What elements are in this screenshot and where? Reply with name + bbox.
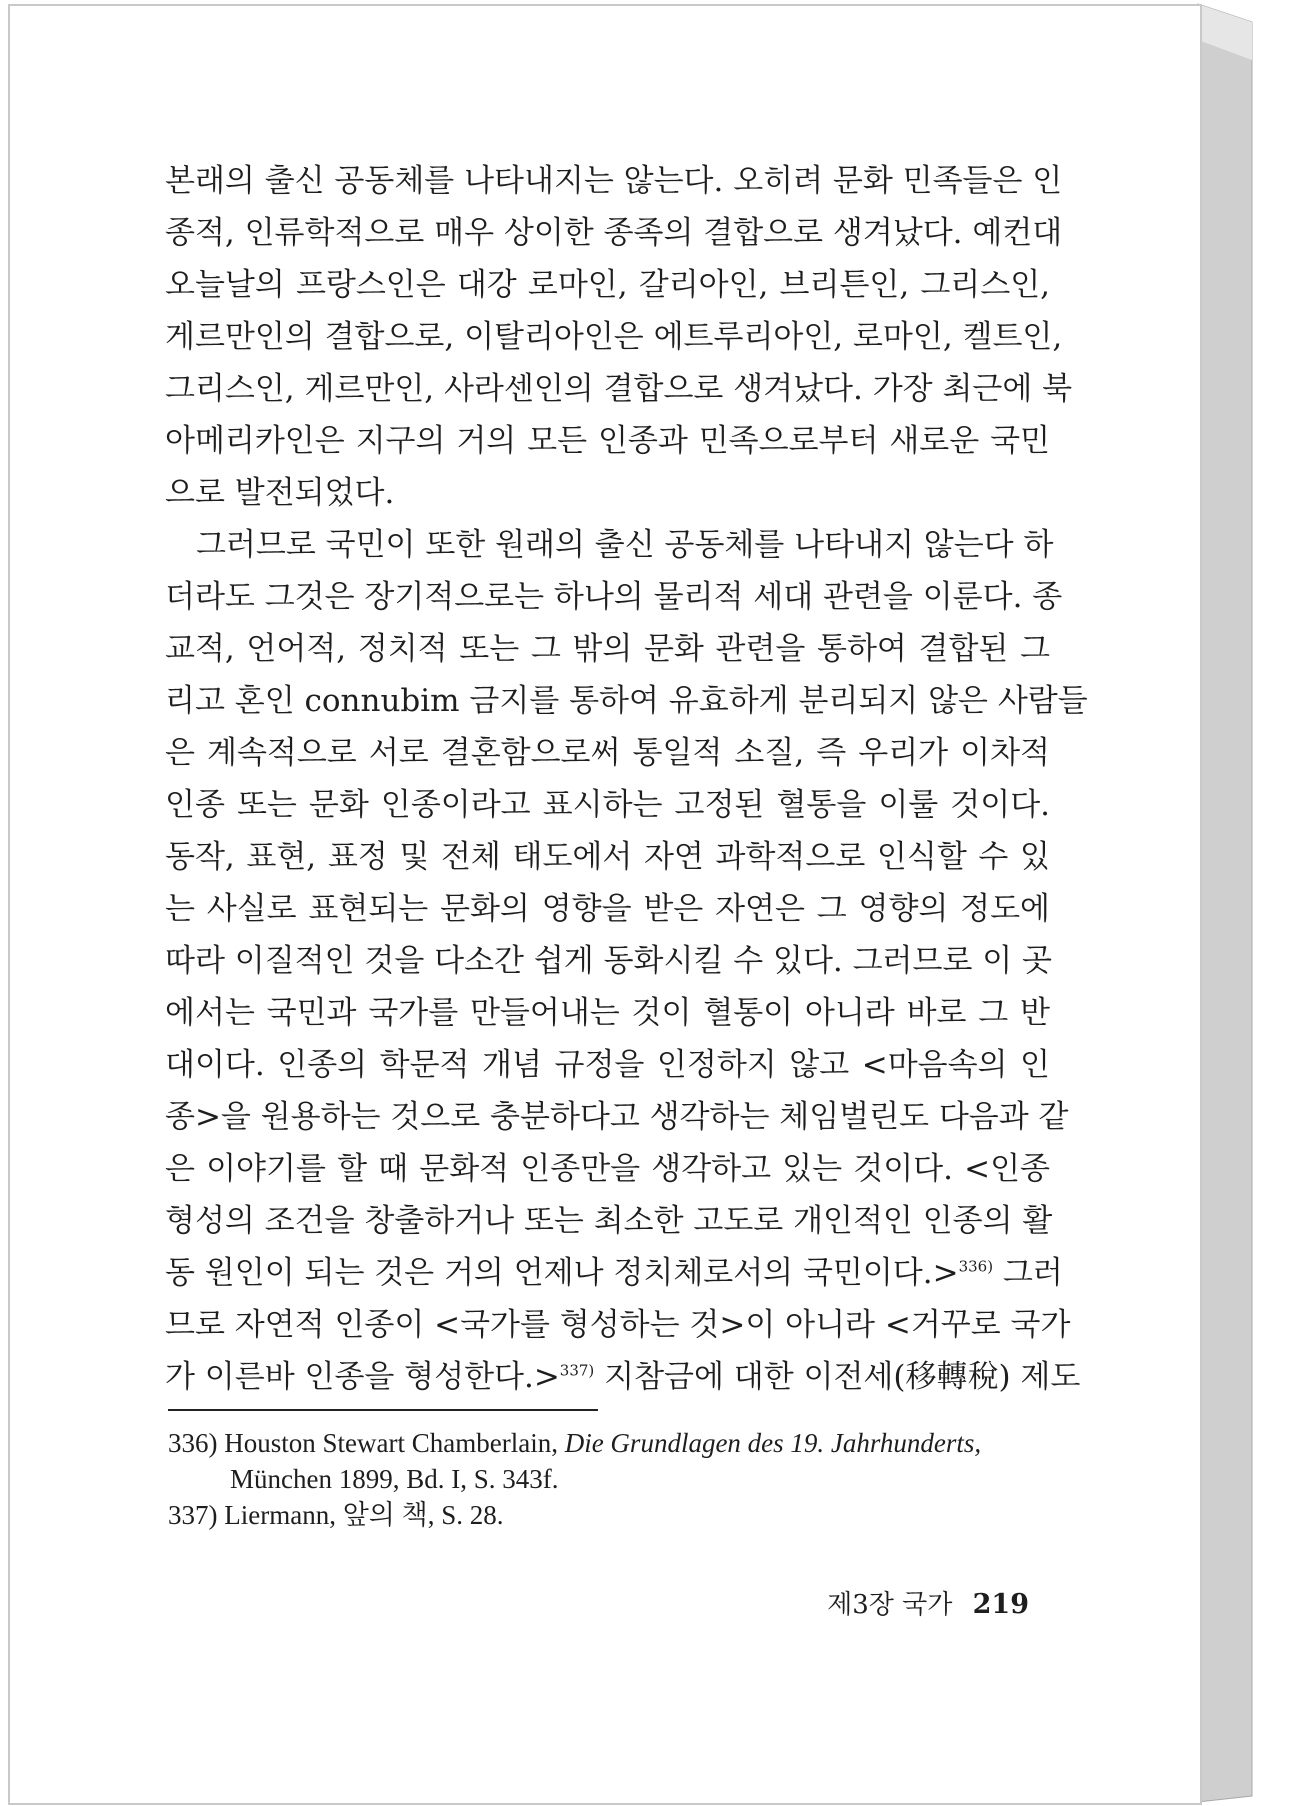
text-line: 그러므로 국민이 또한 원래의 출신 공동체를 나타내지 않는다 하 <box>196 527 1054 563</box>
footnote-336 <box>168 1425 1068 1461</box>
text-segment: 그러 <box>1002 1255 1063 1291</box>
text-line: 교적, 언어적, 정치적 또는 그 밖의 문화 관련을 통하여 결합된 그 <box>165 631 1050 667</box>
footnotes <box>168 1425 1068 1533</box>
footnote-divider <box>168 1409 598 1411</box>
footnote-337 <box>168 1497 1068 1533</box>
footnote-ref-336: 336) <box>958 1257 994 1276</box>
text-line: 아메리카인은 지구의 거의 모든 인종과 민족으로부터 새로운 국민 <box>165 423 1050 459</box>
text-line: 는 사실로 표현되는 문화의 영향을 받은 자연은 그 영향의 정도에 <box>165 891 1050 927</box>
footnote-text: Liermann, 앞의 책, S. 28. <box>224 1500 504 1530</box>
text-line: 대이다. 인종의 학문적 개념 규정을 인정하지 않고 <마음속의 인 <box>165 1047 1050 1083</box>
page-number: 219 <box>972 1589 1029 1620</box>
text-segment: 가 이른바 인종을 형성한다.> <box>165 1359 560 1395</box>
paragraph-2 <box>165 519 1088 1403</box>
text-line: 에서는 국민과 국가를 만들어내는 것이 혈통이 아니라 바로 그 반 <box>165 995 1050 1031</box>
text-line: 게르만인의 결합으로, 이탈리아인은 에트루리아인, 로마인, 켈트인, <box>165 319 1063 355</box>
text-line <box>165 1247 1063 1299</box>
footnote-place: München 1899, Bd. I, S. 343f. <box>230 1464 559 1494</box>
text-segment: 지참금에 대한 이전세(移轉稅) 제도 <box>604 1359 1081 1395</box>
footnote-336-continued <box>168 1461 1068 1497</box>
text-line: 본래의 출신 공동체를 나타내지는 않는다. 오히려 문화 민족들은 인 <box>165 163 1063 199</box>
page-footer <box>827 1584 1029 1621</box>
text-line: 은 이야기를 할 때 문화적 인종만을 생각하고 있는 것이다. <인종 <box>165 1151 1050 1187</box>
text-line: 인종 또는 문화 인종이라고 표시하는 고정된 혈통을 이룰 것이다. <box>165 787 1050 823</box>
text-line: 종적, 인류학적으로 매우 상이한 종족의 결합으로 생겨났다. 예컨대 <box>165 215 1063 251</box>
text-line: 종>을 원용하는 것으로 충분하다고 생각하는 체임벌린도 다음과 같 <box>165 1099 1069 1135</box>
text-line: 오늘날의 프랑스인은 대강 로마인, 갈리아인, 브리튼인, 그리스인, <box>165 267 1050 303</box>
footnote-ref-337: 337) <box>559 1361 595 1380</box>
text-line: 형성의 조건을 창출하거나 또는 최소한 고도로 개인적인 인종의 활 <box>165 1203 1053 1239</box>
text-line: 따라 이질적인 것을 다소간 쉽게 동화시킬 수 있다. 그러므로 이 곳 <box>165 943 1052 979</box>
text-line: 으로 발전되었다. <box>165 475 395 511</box>
footnote-title: Die Grundlagen des 19. Jahrhunderts, <box>564 1428 982 1458</box>
paragraph-1 <box>165 155 1073 519</box>
footnote-number: 336) <box>168 1428 218 1458</box>
text-line: 므로 자연적 인종이 <국가를 형성하는 것>이 아니라 <거꾸로 국가 <box>165 1307 1071 1343</box>
footnote-number: 337) <box>168 1500 218 1530</box>
text-line: 리고 혼인 connubim 금지를 통하여 유효하게 분리되지 않은 사람들 <box>165 683 1088 719</box>
text-line <box>165 1351 1081 1403</box>
text-line: 동작, 표현, 표정 및 전체 태도에서 자연 과학적으로 인식할 수 있 <box>165 839 1050 875</box>
text-line: 더라도 그것은 장기적으로는 하나의 물리적 세대 관련을 이룬다. 종 <box>165 579 1063 615</box>
text-segment: 동 원인이 되는 것은 거의 언제나 정치체로서의 국민이다.> <box>165 1255 959 1291</box>
body-text <box>165 155 1088 1403</box>
chapter-title: 제3장 국가 <box>827 1590 953 1620</box>
footnote-author: Houston Stewart Chamberlain, <box>224 1428 558 1458</box>
text-line: 그리스인, 게르만인, 사라센인의 결합으로 생겨났다. 가장 최근에 북 <box>165 371 1073 407</box>
text-line: 은 계속적으로 서로 결혼함으로써 통일적 소질, 즉 우리가 이차적 <box>165 735 1050 771</box>
